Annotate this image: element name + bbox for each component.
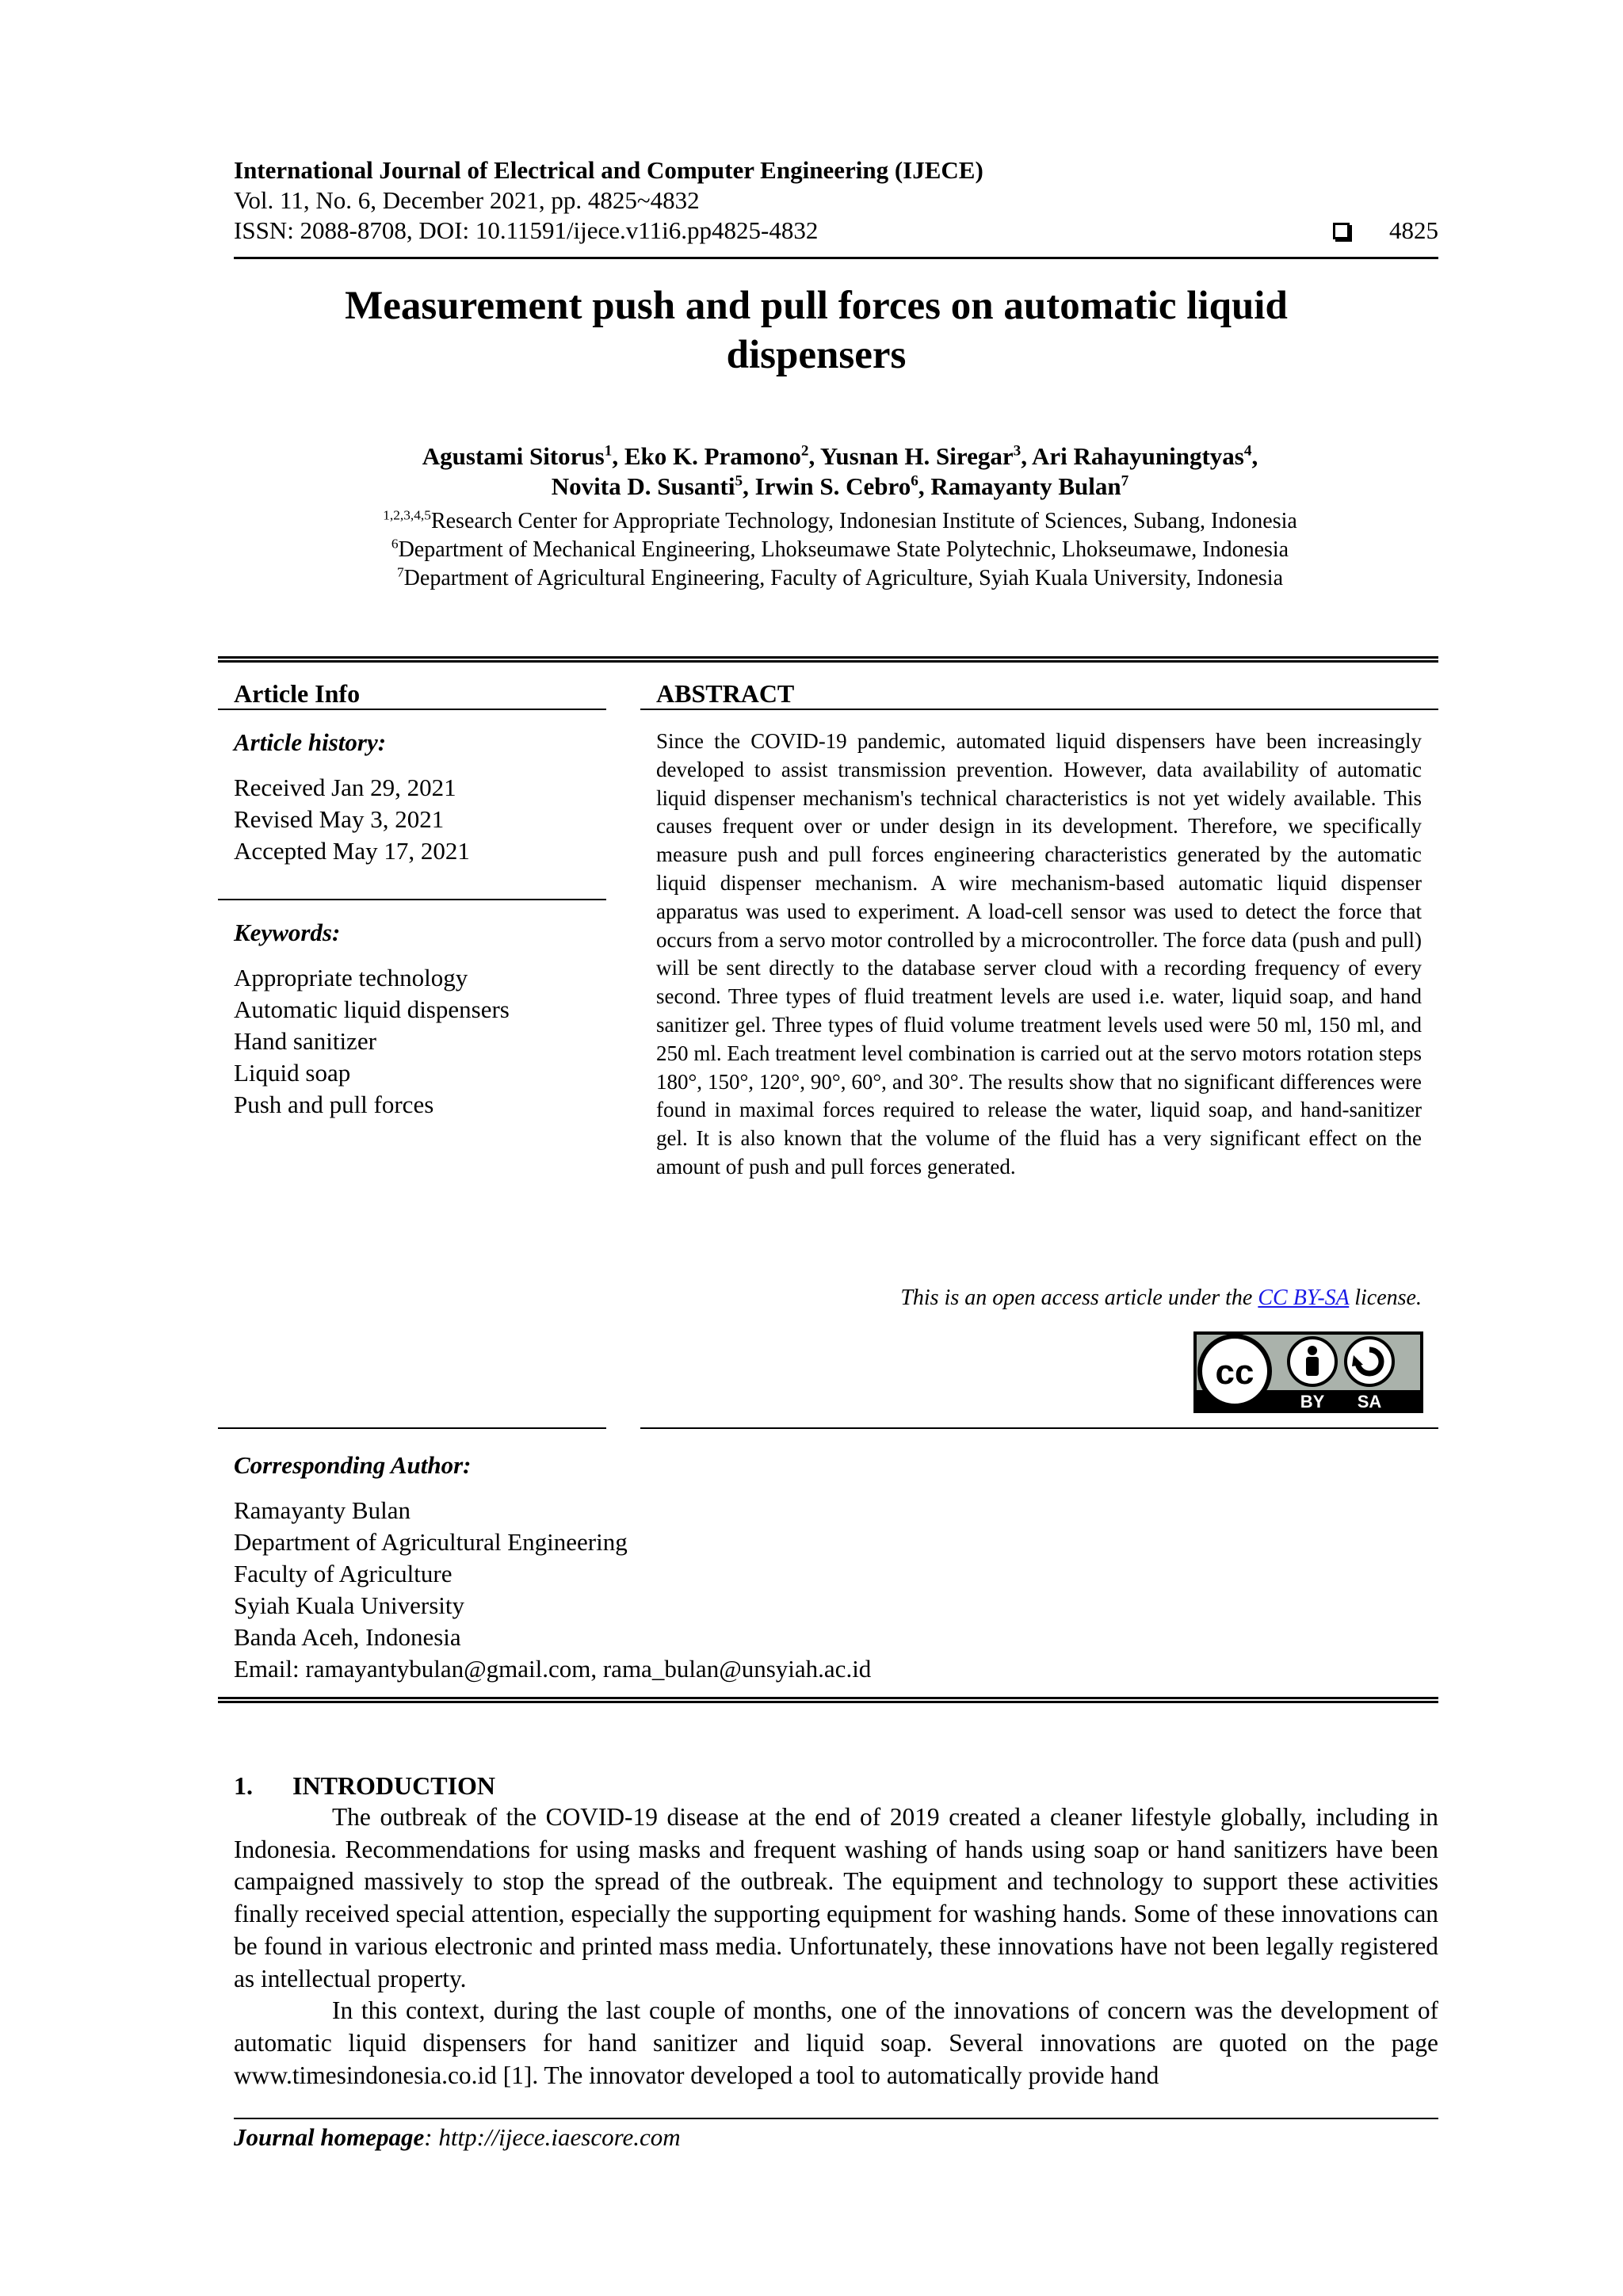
received-date: Received Jan 29, 2021 (234, 774, 456, 801)
author-sup: 3 (1013, 442, 1022, 460)
author-sup: 7 (1121, 472, 1129, 490)
author-name: Ramayanty Bulan (930, 472, 1121, 500)
intro-paragraph: In this context, during the last couple of months, one of the innovations of concern was the development of automatic liquid dispensers for hand sanitizer and liquid soap. Several innovations are quoted on the page www.timesindonesia.co.id [1]. The innovator developed a tool to automatically provide hand (234, 1996, 1438, 2089)
author-sup: 4 (1243, 442, 1252, 460)
journal-homepage: Journal homepage: http://ijece.iaescore.com (234, 2123, 681, 2151)
corr-dept: Department of Agricultural Engineering (234, 1528, 628, 1556)
homepage-label: Journal homepage (234, 2123, 425, 2151)
accepted-date: Accepted May 17, 2021 (234, 837, 470, 865)
paper-title (238, 281, 1395, 380)
info-right-bottom-rule (640, 1427, 1438, 1429)
corr-faculty: Faculty of Agriculture (234, 1560, 453, 1587)
title-line-1: Measurement push and pull forces on automatic liquid (345, 284, 1288, 328)
history-heading: Article history: (234, 728, 387, 756)
keywords-heading: Keywords: (234, 919, 341, 946)
corr-university: Syiah Kuala University (234, 1591, 465, 1619)
abstract-rule (640, 709, 1438, 710)
section-title: INTRODUCTION (292, 1771, 496, 1800)
article-info-heading: Article Info (234, 679, 361, 708)
author-sup: 6 (911, 472, 918, 490)
cc-by-sa-link[interactable]: CC BY-SA (1258, 1286, 1350, 1310)
open-access-note: This is an open access article under the CC BY-SA license. (900, 1286, 1422, 1310)
author-name: Eko K. Pramono (624, 442, 801, 470)
info-box-bottom-rule (218, 1697, 1438, 1703)
abstract-text: Since the COVID-19 pandemic, automated liquid dispensers have been increasingly developed to assist transmission prevention. However, data availability of automatic liquid dispenser mechanism's technical characteristics is not yet widely available. This causes frequent over or under design in its development. Therefore, we specifically measure push and pull forces engineering characteristics generated by the automatic liquid dispenser mechanism. A wire mechanism-based automatic liquid dispenser apparatus was used to experiment. A load-cell sensor was used to detect the force that occurs from a servo motor controlled by a microcontroller. The force data (push and pull) will be sent directly to the database server cloud with a recording frequency of every second. Three types of fluid treatment levels are used i.e. water, liquid soap, and hand sanitizer gel. Three types of fluid volume treatment levels used were 50 ml, 150 ml, and 250 ml. Each treatment level combination is carried out at the servo motors rotation steps 180°, 150°, 120°, 90°, 60°, and 30°. The results show that no significant differences were found in maximal forces required to release the water, liquid soap, and hand-sanitizer gel. It is also known that the volume of the fluid has a very significant effect on the amount of push and pull forces generated. (656, 729, 1422, 1179)
author-name: Agustami Sitorus (422, 442, 605, 470)
header-rule (234, 257, 1438, 259)
corr-location: Banda Aceh, Indonesia (234, 1623, 461, 1651)
cc-icon-text: cc (1215, 1353, 1254, 1392)
page-box-icon (1333, 223, 1350, 239)
homepage-url[interactable]: http://ijece.iaescore.com (438, 2123, 681, 2151)
abstract-heading: ABSTRACT (656, 679, 795, 708)
article-info (234, 678, 606, 709)
info-left-bottom-rule (218, 1427, 606, 1429)
cc-by-sa-badge[interactable] (1193, 1331, 1423, 1413)
info-box-top-rule (218, 656, 1438, 663)
keyword: Automatic liquid dispensers (234, 995, 510, 1023)
author-name: Irwin S. Cebro (754, 472, 911, 500)
history-rule (218, 899, 606, 900)
author-name: Yusnan H. Siregar (819, 442, 1014, 470)
affiliation: $^7$Department of Agricultural Engineering, Faculty of Agriculture, Syiah Kuala University, Indonesia (396, 564, 1284, 590)
sa-label: SA (1357, 1392, 1382, 1412)
abstract-section (656, 678, 1422, 709)
author-sup: 1 (604, 442, 613, 460)
author-name: Ari Rahayuningtyas (1032, 442, 1244, 470)
author-sup: 5 (735, 472, 743, 490)
keyword: Push and pull forces (234, 1091, 434, 1118)
issn-doi: ISSN: 2088-8708, DOI: 10.11591/ijece.v11i6.pp4825-4832 (234, 216, 819, 244)
keyword: Hand sanitizer (234, 1027, 376, 1055)
title-line-2: dispensers (726, 333, 907, 377)
affiliation: $^6$Department of Mechanical Engineering, Lhokseumawe State Polytechnic, Lhokseumawe, Indonesia (391, 536, 1289, 562)
article-history (234, 728, 606, 867)
keyword: Liquid soap (234, 1059, 351, 1087)
revised-date: Revised May 3, 2021 (234, 805, 445, 833)
volume-info: Vol. 11, No. 6, December 2021, pp. 4825~4832 (234, 186, 700, 214)
author-name: Novita D. Susanti (551, 472, 735, 500)
journal-header (234, 155, 1438, 246)
author-sup: 2 (800, 442, 809, 460)
affiliation: $^{1,2,3,4,5}$Research Center for Appropriate Technology, Indonesian Institute of Sciences, Subang, Indonesia (383, 507, 1297, 533)
corresponding-author (234, 1450, 1423, 1685)
by-label: BY (1300, 1392, 1325, 1412)
keyword: Appropriate technology (234, 964, 468, 991)
section-number: 1. (234, 1771, 253, 1800)
introduction-body (234, 1801, 1438, 2092)
page-number: 4825 (1389, 216, 1438, 244)
keywords-section (234, 918, 606, 1121)
article-info-rule (218, 709, 606, 710)
corresponding-heading: Corresponding Author: (234, 1451, 472, 1479)
corr-name: Ramayanty Bulan (234, 1496, 411, 1524)
section-heading-introduction (234, 1770, 495, 1801)
author-list: Agustami Sitorus$^1$, Eko K. Pramono$^2$, Yusnan H. Siregar$^3$, Ari Rahayuningtyas$^4$, Novita D. Susanti$^5$, Irwin S. Cebro$^6$, Ramayanty Bulan$^7$ (422, 442, 1258, 500)
intro-paragraph: The outbreak of the COVID-19 disease at the end of 2019 created a cleaner lifestyle globally, including in Indonesia. Recommendations for using masks and frequent washing of hands using soap or hand sanitizers have been campaigned massively to stop the spread of the outbreak. The equipment and technology to support these activities finally received special attention, especially the supporting equipment for washing hands. Some of these innovations can be found in various electronic and printed mass media. Unfortunately, these innovations have not been legally registered as intellectual property. (234, 1803, 1438, 1992)
journal-name: International Journal of Electrical and Computer Engineering (IJECE) (234, 156, 983, 184)
footer-rule (234, 2118, 1438, 2119)
corr-email: Email: ramayantybulan@gmail.com, rama_bulan@unsyiah.ac.id (234, 1655, 872, 1683)
affiliation-list (206, 507, 1474, 593)
